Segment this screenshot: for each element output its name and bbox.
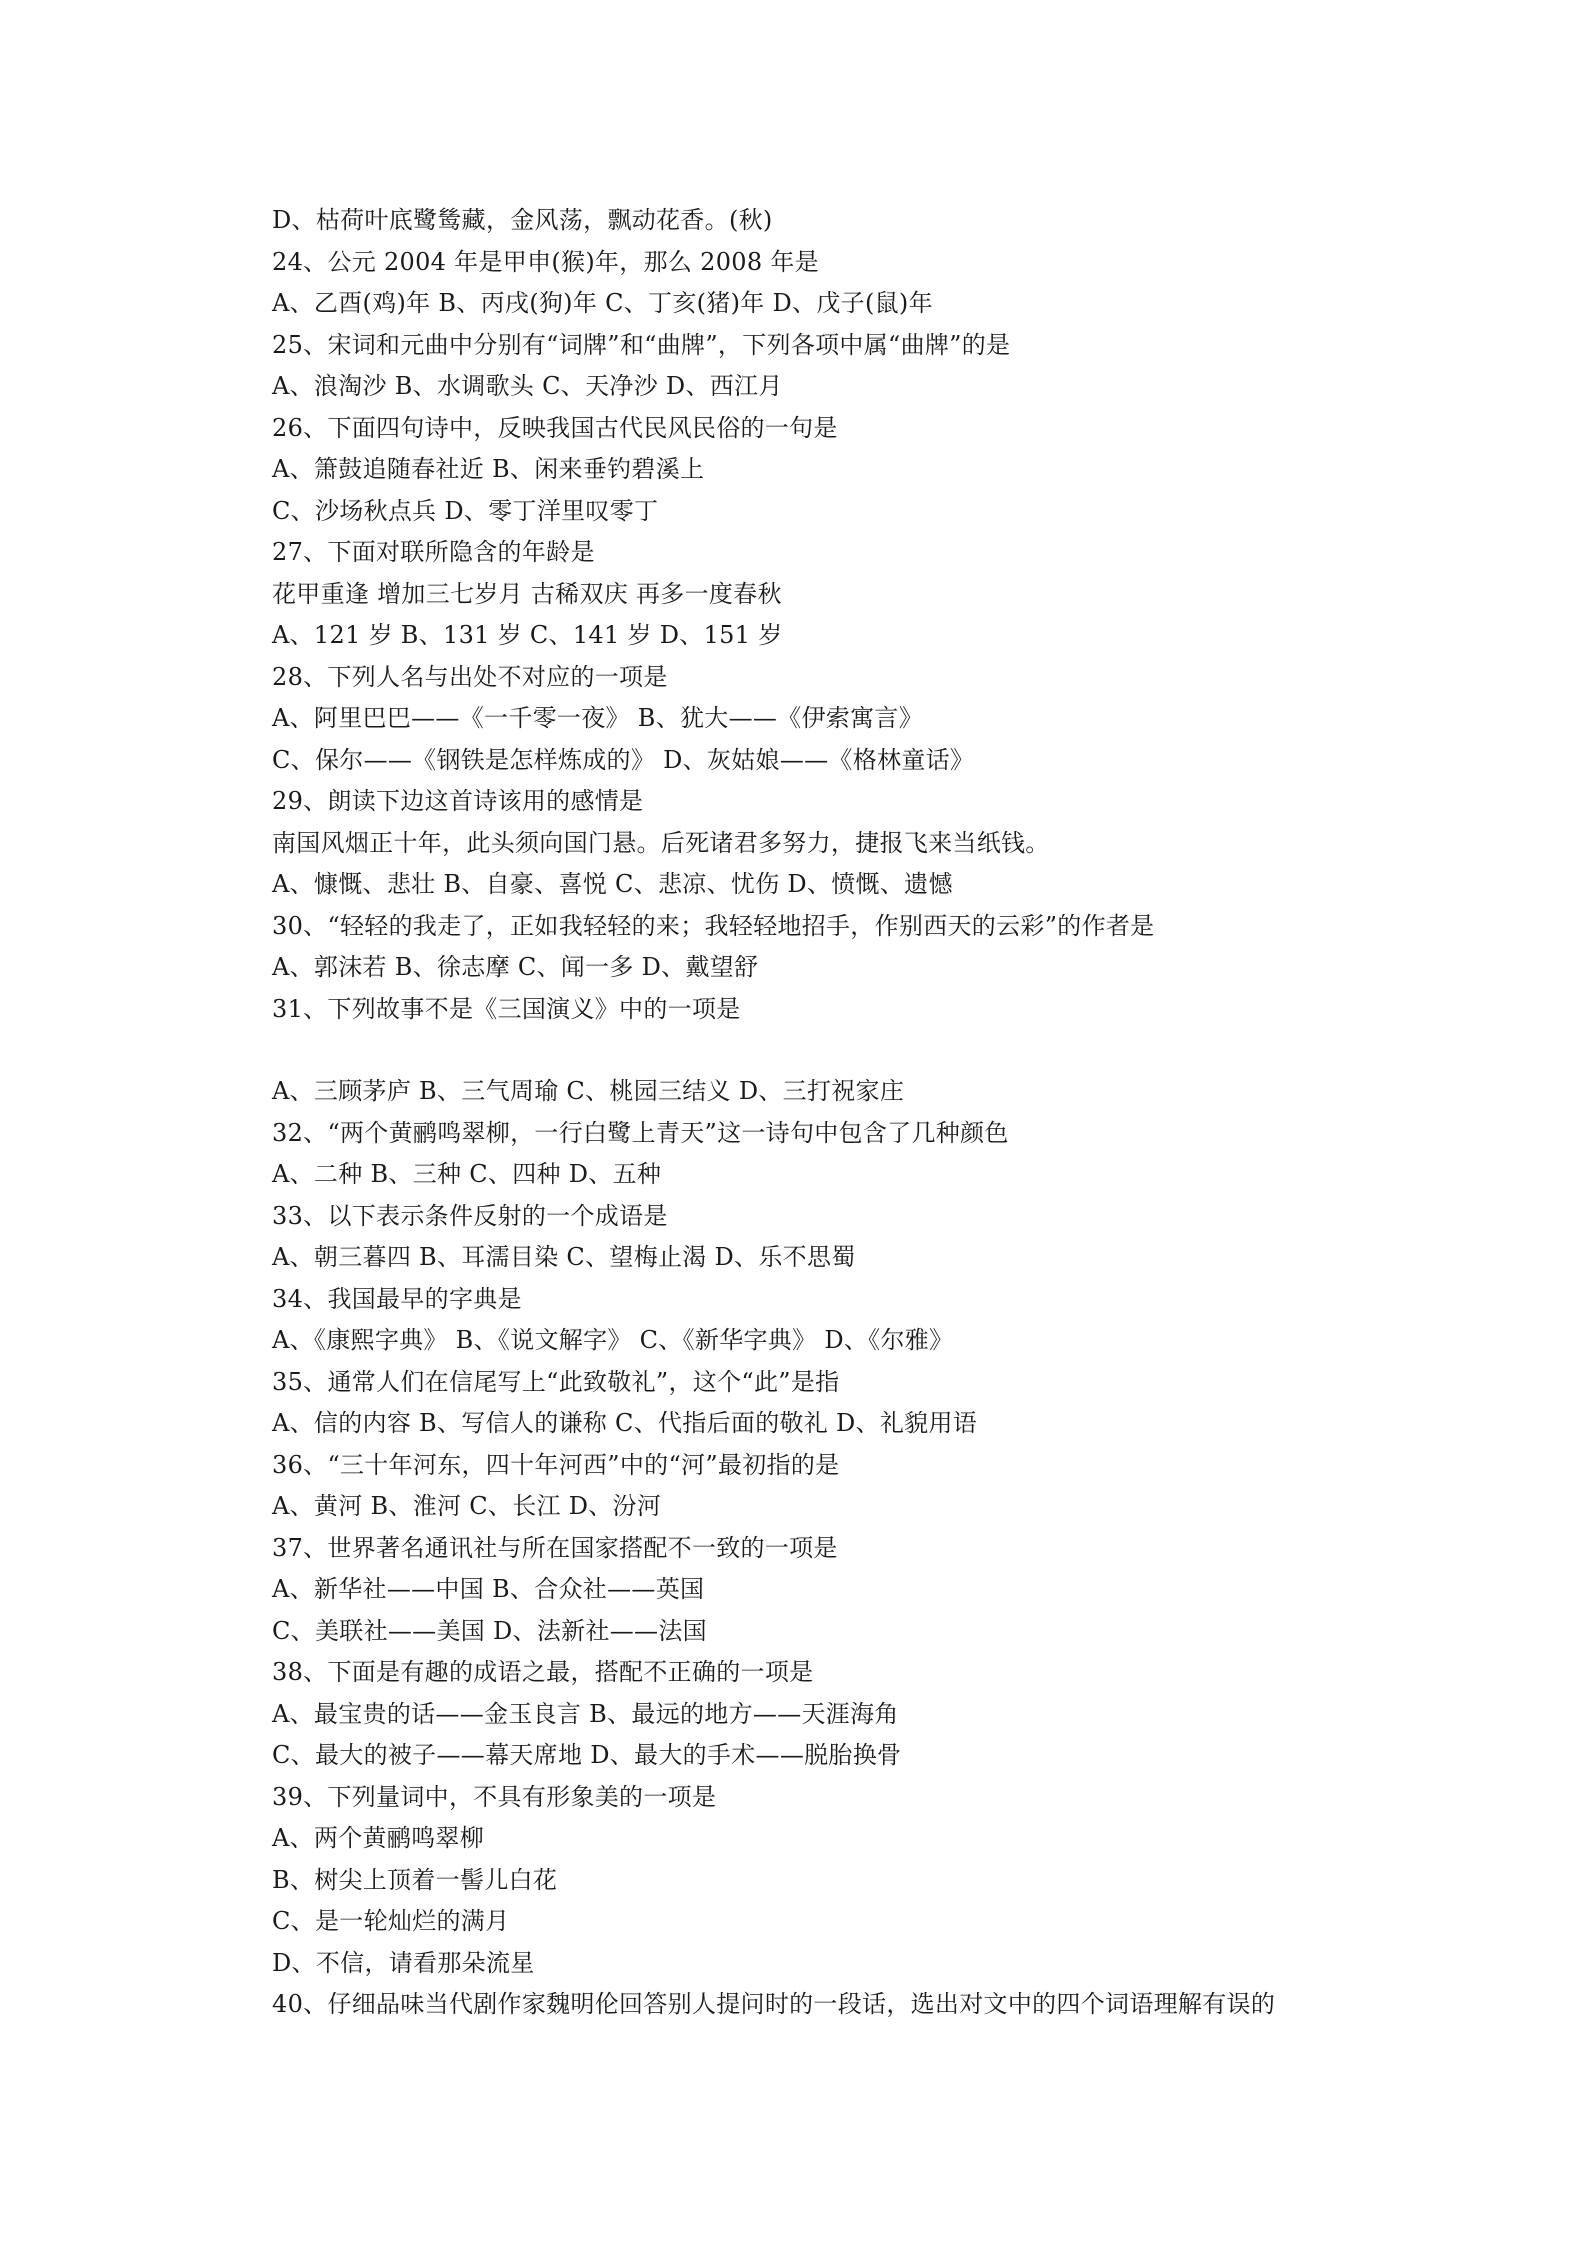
options-28-ab: A、阿里巴巴——《一千零一夜》 B、犹大——《伊索寓言》 [272, 704, 923, 732]
options-27: A、121 岁 B、131 岁 C、141 岁 D、151 岁 [272, 621, 783, 649]
option-39-b: B、树尖上顶着一髻儿白花 [272, 1865, 558, 1894]
document-body [272, 200, 1372, 2026]
question-39: 39、下列量词中，不具有形象美的一项是 [272, 1782, 717, 1811]
question-29: 29、朗读下边这首诗该用的感情是 [272, 787, 644, 815]
question-40: 40、仔细品味当代剧作家魏明伦回答别人提问时的一段话，选出对文中的四个词语理解有误的 [272, 1990, 1276, 2018]
question-26: 26、下面四句诗中，反映我国古代民风民俗的一句是 [272, 413, 838, 442]
question-34: 34、我国最早的字典是 [272, 1284, 522, 1313]
options-37-cd: C、美联社——美国 D、法新社——法国 [272, 1616, 707, 1645]
question-38: 38、下面是有趣的成语之最，搭配不正确的一项是 [272, 1658, 814, 1686]
blank-gap [272, 1030, 1372, 1071]
option-39-c: C、是一轮灿烂的满月 [272, 1907, 510, 1935]
options-30: A、郭沫若 B、徐志摩 C、闻一多 D、戴望舒 [272, 953, 759, 981]
question-30: 30、“轻轻的我走了，正如我轻轻的来；我轻轻地招手，作别西天的云彩”的作者是 [272, 911, 1155, 940]
options-36: A、黄河 B、淮河 C、长江 D、汾河 [272, 1492, 662, 1520]
question-33: 33、以下表示条件反射的一个成语是 [272, 1201, 668, 1230]
options-26-ab: A、箫鼓追随春社近 B、闲来垂钓碧溪上 [272, 455, 705, 483]
options-32: A、二种 B、三种 C、四种 D、五种 [272, 1160, 662, 1188]
option-39-d: D、不信，请看那朵流星 [272, 1948, 535, 1977]
options-26-cd: C、沙场秋点兵 D、零丁洋里叹零丁 [272, 496, 659, 525]
options-33: A、朝三暮四 B、耳濡目染 C、望梅止渴 D、乐不思蜀 [272, 1243, 856, 1271]
question-25: 25、宋词和元曲中分别有“词牌”和“曲牌”，下列各项中属“曲牌”的是 [272, 330, 1011, 359]
couplet-27: 花甲重逢 增加三七岁月 古稀双庆 再多一度春秋 [272, 579, 782, 608]
options-24: A、乙酉(鸡)年 B、丙戌(狗)年 C、丁亥(猪)年 D、戊子(鼠)年 [272, 289, 933, 317]
poem-29: 南国风烟正十年，此头须向国门悬。后死诸君多努力，捷报飞来当纸钱。 [272, 828, 1050, 857]
question-35: 35、通常人们在信尾写上“此致敬礼”，这个“此”是指 [272, 1367, 840, 1396]
options-35: A、信的内容 B、写信人的谦称 C、代指后面的敬礼 D、礼貌用语 [272, 1409, 978, 1437]
options-29: A、慷慨、悲壮 B、自豪、喜悦 C、悲凉、忧伤 D、愤慨、遗憾 [272, 870, 953, 898]
question-37: 37、世界著名通讯社与所在国家搭配不一致的一项是 [272, 1533, 838, 1562]
question-32: 32、“两个黄鹂鸣翠柳，一行白鹭上青天”这一诗句中包含了几种颜色 [272, 1118, 1009, 1147]
question-28: 28、下列人名与出处不对应的一项是 [272, 662, 668, 691]
options-37-ab: A、新华社——中国 B、合众社——英国 [272, 1575, 705, 1603]
option-39-a: A、两个黄鹂鸣翠柳 [272, 1824, 485, 1852]
options-34: A、《康熙字典》 B、《说文解字》 C、《新华字典》 D、《尔雅》 [272, 1326, 954, 1354]
options-25: A、浪淘沙 B、水调歌头 C、天净沙 D、西江月 [272, 372, 783, 400]
options-31: A、三顾茅庐 B、三气周瑜 C、桃园三结义 D、三打祝家庄 [272, 1077, 905, 1105]
question-31: 31、下列故事不是《三国演义》中的一项是 [272, 994, 741, 1023]
question-36: 36、“三十年河东，四十年河西”中的“河”最初指的是 [272, 1450, 840, 1479]
options-38-cd: C、最大的被子——幕天席地 D、最大的手术——脱胎换骨 [272, 1741, 902, 1769]
question-24: 24、公元 2004 年是甲申(猴)年，那么 2008 年是 [272, 247, 819, 276]
text-line: D、枯荷叶底鹭鸶藏，金风荡，飘动花香。(秋) [272, 206, 773, 234]
options-28-cd: C、保尔——《钢铁是怎样炼成的》 D、灰姑娘——《格林童话》 [272, 745, 975, 774]
question-27: 27、下面对联所隐含的年龄是 [272, 538, 595, 566]
options-38-ab: A、最宝贵的话——金玉良言 B、最远的地方——天涯海角 [272, 1699, 899, 1728]
